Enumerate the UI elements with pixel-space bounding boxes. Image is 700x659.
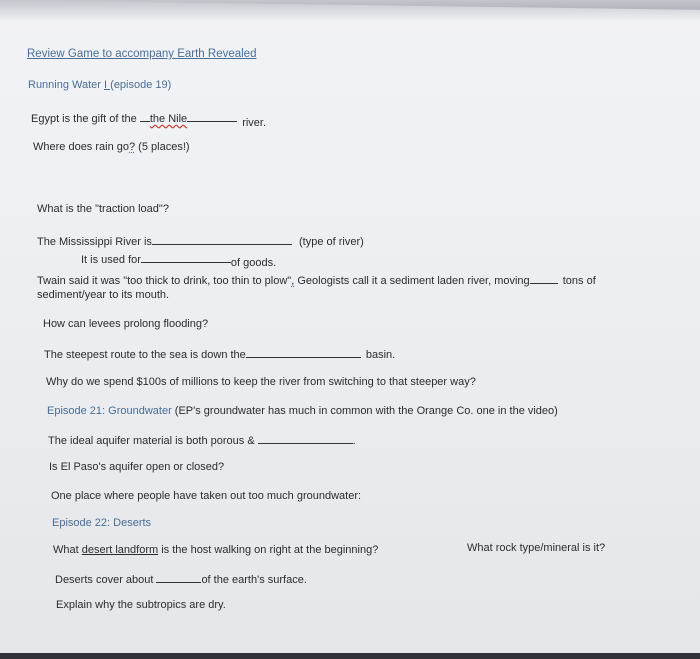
twain-end: tons of [562, 275, 596, 287]
cover-post: of the earth's surface. [201, 574, 307, 586]
used-for-post: of goods. [230, 257, 277, 269]
episode-19-heading [28, 79, 171, 92]
egypt-pre: Egypt is the gift of the [31, 113, 140, 125]
episode-21-note: (EP's groundwater has much in common with the Orange Co. one in the video) [171, 405, 558, 417]
rain-pre: Where does rain go [33, 141, 129, 153]
mississippi-pre: The Mississippi River is [37, 236, 152, 248]
page-bottom-edge [0, 653, 700, 659]
egypt-blank-1[interactable] [140, 111, 150, 122]
landform-question [53, 544, 378, 557]
twain-post: Geologists call it a sediment laden river, moving [294, 275, 530, 287]
aquifer-question [48, 433, 356, 448]
steepest-blank[interactable] [246, 347, 361, 358]
landform-post: is the host walking on right at the beginning? [158, 544, 379, 556]
egypt-answer[interactable]: the Nile [149, 113, 188, 125]
episode-19-pre: Running Water [28, 79, 105, 91]
why-question: Why do we spend $100s of millions to keep the river from switching to that steeper way? [46, 376, 476, 388]
twain-line-2: sediment/year to its mouth. [37, 289, 170, 301]
episode-19-marker: I [104, 79, 111, 91]
cover-pre: Deserts cover about [55, 574, 154, 586]
twain-blank[interactable] [530, 273, 558, 284]
page-shadow [0, 0, 700, 22]
twain-question [37, 273, 596, 288]
rain-post: (5 places!) [135, 141, 190, 153]
egypt-question [31, 111, 267, 129]
cover-question [55, 572, 307, 587]
levees-question: How can levees prolong flooding? [43, 318, 209, 330]
traction-question: What is the "traction load"? [37, 203, 169, 215]
egypt-blank-2[interactable] [187, 111, 237, 122]
elpaso-question: Is El Paso's aquifer open or closed? [49, 461, 225, 473]
mississippi-post: (type of river) [298, 236, 364, 248]
steepest-question [44, 347, 395, 362]
used-for-blank[interactable] [141, 252, 231, 263]
one-place-question: One place where people have taken out too much groundwater: [51, 490, 362, 502]
episode-21-label: Episode 21: Groundwater [47, 405, 172, 417]
used-for-pre: It is used for [81, 254, 141, 266]
cover-blank[interactable] [156, 572, 201, 583]
egypt-post: river. [242, 117, 267, 129]
aquifer-pre: The ideal aquifer material is both porous & [48, 435, 255, 447]
rocktype-question: What rock type/mineral is it? [467, 542, 606, 554]
aquifer-blank[interactable] [258, 433, 353, 444]
page-title: Review Game to accompany Earth Revealed [27, 48, 257, 60]
used-for-question [81, 252, 276, 267]
landform-pre: What [53, 544, 82, 556]
subtropics-question: Explain why the subtropics are dry. [56, 599, 226, 611]
twain-mid: , [291, 275, 295, 287]
twain-pre: Twain said it was "too thick to drink, too thin to plow" [37, 275, 292, 287]
episode-21-heading [47, 405, 558, 418]
mississippi-question [37, 234, 364, 249]
mississippi-blank[interactable] [152, 234, 292, 245]
landform-u1: desert landform [81, 544, 159, 556]
rain-q: ? [129, 141, 136, 153]
steepest-post: basin. [365, 349, 396, 361]
aquifer-post: . [352, 435, 356, 447]
episode-22-heading: Episode 22: Deserts [52, 517, 152, 529]
episode-19-post: (episode 19) [110, 79, 172, 91]
rain-question [33, 141, 190, 154]
steepest-pre: The steepest route to the sea is down the [44, 349, 246, 361]
